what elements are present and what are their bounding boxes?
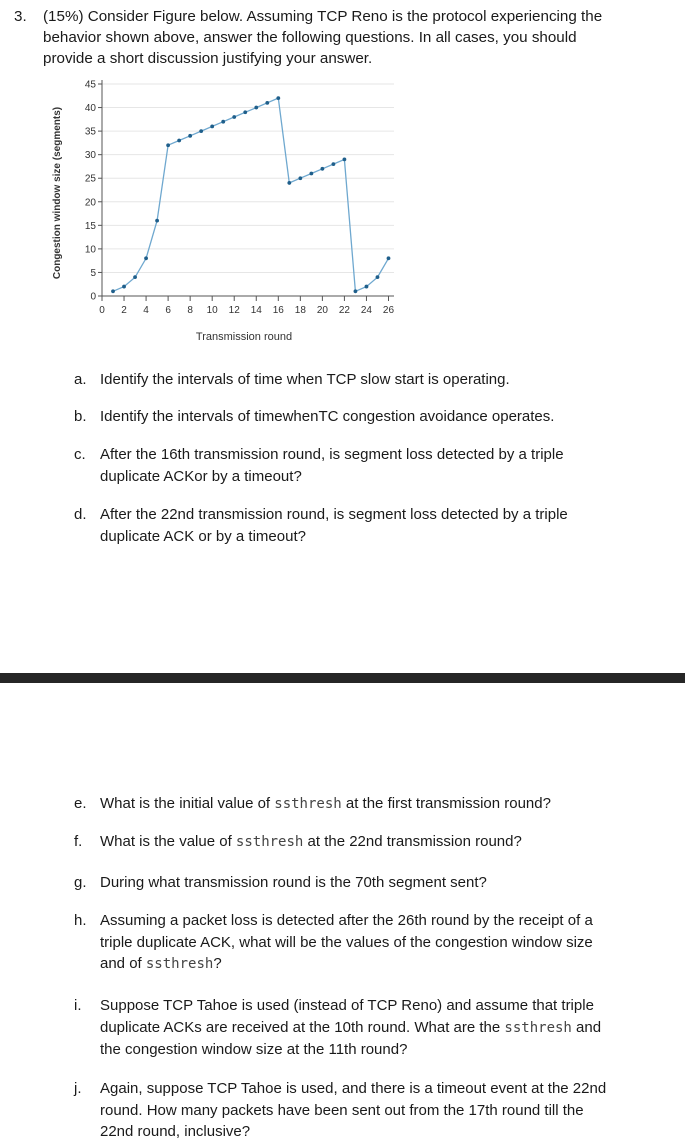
x-axis-ticks	[99, 296, 394, 316]
question-e-text-post: at the first transmission round?	[341, 795, 551, 812]
question-j	[74, 1078, 674, 1144]
x-tick-label-12: 12	[228, 305, 240, 316]
chart-axes	[102, 80, 394, 296]
y-tick-label-25: 25	[84, 173, 96, 185]
ssthresh-code: ssthresh	[145, 956, 214, 972]
ssthresh-code: ssthresh	[235, 834, 304, 850]
x-tick-label-20: 20	[316, 305, 328, 316]
question-a-label: a.	[74, 371, 87, 388]
data-point-round-15	[265, 101, 269, 105]
question-f	[74, 831, 674, 853]
data-point-round-3	[133, 275, 137, 279]
question-g-text: During what transmission round is the 70th segment sent?	[100, 874, 487, 891]
question-h-line-3-post: ?	[213, 955, 222, 972]
y-axis-label: Congestion window size (segments)	[52, 106, 63, 280]
data-point-round-19	[309, 172, 313, 176]
question-b-text: Identify the intervals of timewhenTC congestion avoidance operates.	[100, 408, 555, 425]
y-tick-label-5: 5	[90, 267, 96, 279]
data-point-round-23	[354, 289, 358, 293]
question-f-text-post: at the 22nd transmission round?	[303, 833, 522, 850]
question-e	[74, 793, 674, 815]
question-f-label: f.	[74, 833, 83, 850]
x-tick-label-26: 26	[382, 305, 395, 316]
data-point-round-24	[365, 285, 369, 289]
question-intro-line-2: behavior shown above, answer the following questions. In all cases, you should	[43, 29, 577, 46]
question-intro-line-3: provide a short discussion justifying your answer.	[43, 50, 373, 67]
question-d-label: d.	[74, 506, 87, 523]
ssthresh-code: ssthresh	[504, 1019, 572, 1036]
data-point-round-13	[243, 110, 247, 114]
question-i-line-1: Suppose TCP Tahoe is used (instead of TCP Reno) and assume that triple	[100, 997, 594, 1014]
data-point-round-4	[144, 256, 148, 260]
y-tick-label-20: 20	[84, 197, 96, 209]
question-h-line-1: Assuming a packet loss is detected after the 26th round by the receipt of a	[100, 912, 593, 929]
ssthresh-code: ssthresh	[274, 796, 342, 812]
question-h-line-2: triple duplicate ACK, what will be the values of the congestion window size	[100, 933, 593, 951]
question-f-text-pre: What is the value of	[100, 833, 236, 850]
y-tick-label-0: 0	[90, 291, 96, 303]
x-tick-label-6: 6	[165, 305, 171, 316]
y-tick-label-45: 45	[84, 79, 96, 91]
y-tick-label-10: 10	[84, 244, 96, 256]
x-tick-label-10: 10	[206, 305, 218, 316]
data-point-round-14	[254, 106, 258, 110]
congestion-window-chart	[52, 74, 402, 349]
question-d	[74, 504, 674, 548]
question-a	[74, 369, 674, 391]
question-c-line-2: duplicate ACKor by a timeout?	[100, 467, 302, 485]
x-tick-label-16: 16	[272, 305, 284, 316]
y-tick-label-15: 15	[84, 220, 96, 232]
data-point-round-18	[298, 176, 302, 180]
question-j-line-3: 22nd round, inclusive?	[100, 1123, 251, 1140]
question-a-text: Identify the intervals of time when TCP slow start is operating.	[100, 371, 510, 388]
question-h-line-3-pre: and of	[100, 955, 146, 972]
data-point-round-9	[199, 129, 203, 133]
data-point-round-2	[122, 285, 126, 289]
data-point-round-17	[287, 181, 291, 185]
data-point-round-6	[166, 143, 170, 147]
data-point-round-21	[331, 162, 335, 166]
data-point-round-25	[376, 275, 380, 279]
data-point-round-20	[320, 167, 324, 171]
question-h-label: h.	[74, 912, 87, 929]
page-divider	[0, 673, 685, 683]
x-tick-label-4: 4	[143, 305, 149, 316]
data-point-round-8	[188, 134, 192, 138]
data-point-round-12	[232, 115, 236, 119]
x-tick-label-24: 24	[360, 305, 373, 316]
question-c-line-1: After the 16th transmission round, is segment loss detected by a triple	[100, 446, 564, 463]
x-tick-label-14: 14	[250, 305, 262, 316]
chart-gridlines	[102, 84, 394, 296]
question-j-line-1: Again, suppose TCP Tahoe is used, and there is a timeout event at the 22nd	[100, 1080, 607, 1097]
question-e-label: e.	[74, 795, 87, 812]
y-tick-label-35: 35	[84, 126, 96, 138]
question-number: 3.	[14, 8, 27, 25]
question-i-line-2-pre: duplicate ACKs are received at the 10th round. What are the	[100, 1018, 505, 1036]
question-b	[74, 406, 674, 428]
question-d-line-1: After the 22nd transmission round, is segment loss detected by a triple	[100, 506, 568, 523]
data-point-round-7	[177, 139, 181, 143]
data-point-round-5	[155, 219, 159, 223]
data-point-round-1	[111, 289, 115, 293]
x-tick-label-2: 2	[121, 305, 127, 316]
question-j-line-2: round. How many packets have been sent out from the 17th round till the	[100, 1101, 584, 1119]
y-tick-label-30: 30	[84, 150, 96, 162]
x-tick-label-22: 22	[338, 305, 350, 316]
question-i	[74, 995, 674, 1061]
y-axis-ticks	[85, 80, 102, 303]
question-c-label: c.	[74, 446, 86, 463]
question-g	[74, 872, 674, 894]
y-tick-label-40: 40	[84, 103, 96, 115]
question-d-line-2: duplicate ACK or by a timeout?	[100, 527, 306, 545]
question-j-label: j.	[74, 1080, 82, 1097]
x-tick-label-18: 18	[294, 305, 306, 316]
question-e-text-pre: What is the initial value of	[100, 795, 275, 812]
question-i-line-2-post: and	[571, 1018, 602, 1036]
data-point-round-26	[387, 256, 391, 260]
x-tick-label-8: 8	[187, 305, 193, 316]
x-axis-label: Transmission round	[195, 331, 293, 343]
data-point-round-11	[221, 120, 225, 124]
question-c	[74, 444, 674, 488]
cwnd-series-line	[113, 98, 389, 291]
question-h	[74, 910, 674, 976]
data-point-round-10	[210, 125, 214, 129]
question-i-line-3: the congestion window size at the 11th round?	[100, 1041, 408, 1058]
question-g-label: g.	[74, 874, 87, 891]
cwnd-data-points	[111, 96, 390, 293]
question-b-label: b.	[74, 408, 87, 425]
question-intro	[14, 6, 674, 69]
data-point-round-22	[343, 157, 347, 161]
question-intro-line-1: (15%) Consider Figure below. Assuming TCP Reno is the protocol experiencing the	[43, 8, 603, 25]
question-i-label: i.	[74, 997, 82, 1014]
x-tick-label-0: 0	[99, 305, 105, 316]
data-point-round-16	[276, 96, 280, 100]
